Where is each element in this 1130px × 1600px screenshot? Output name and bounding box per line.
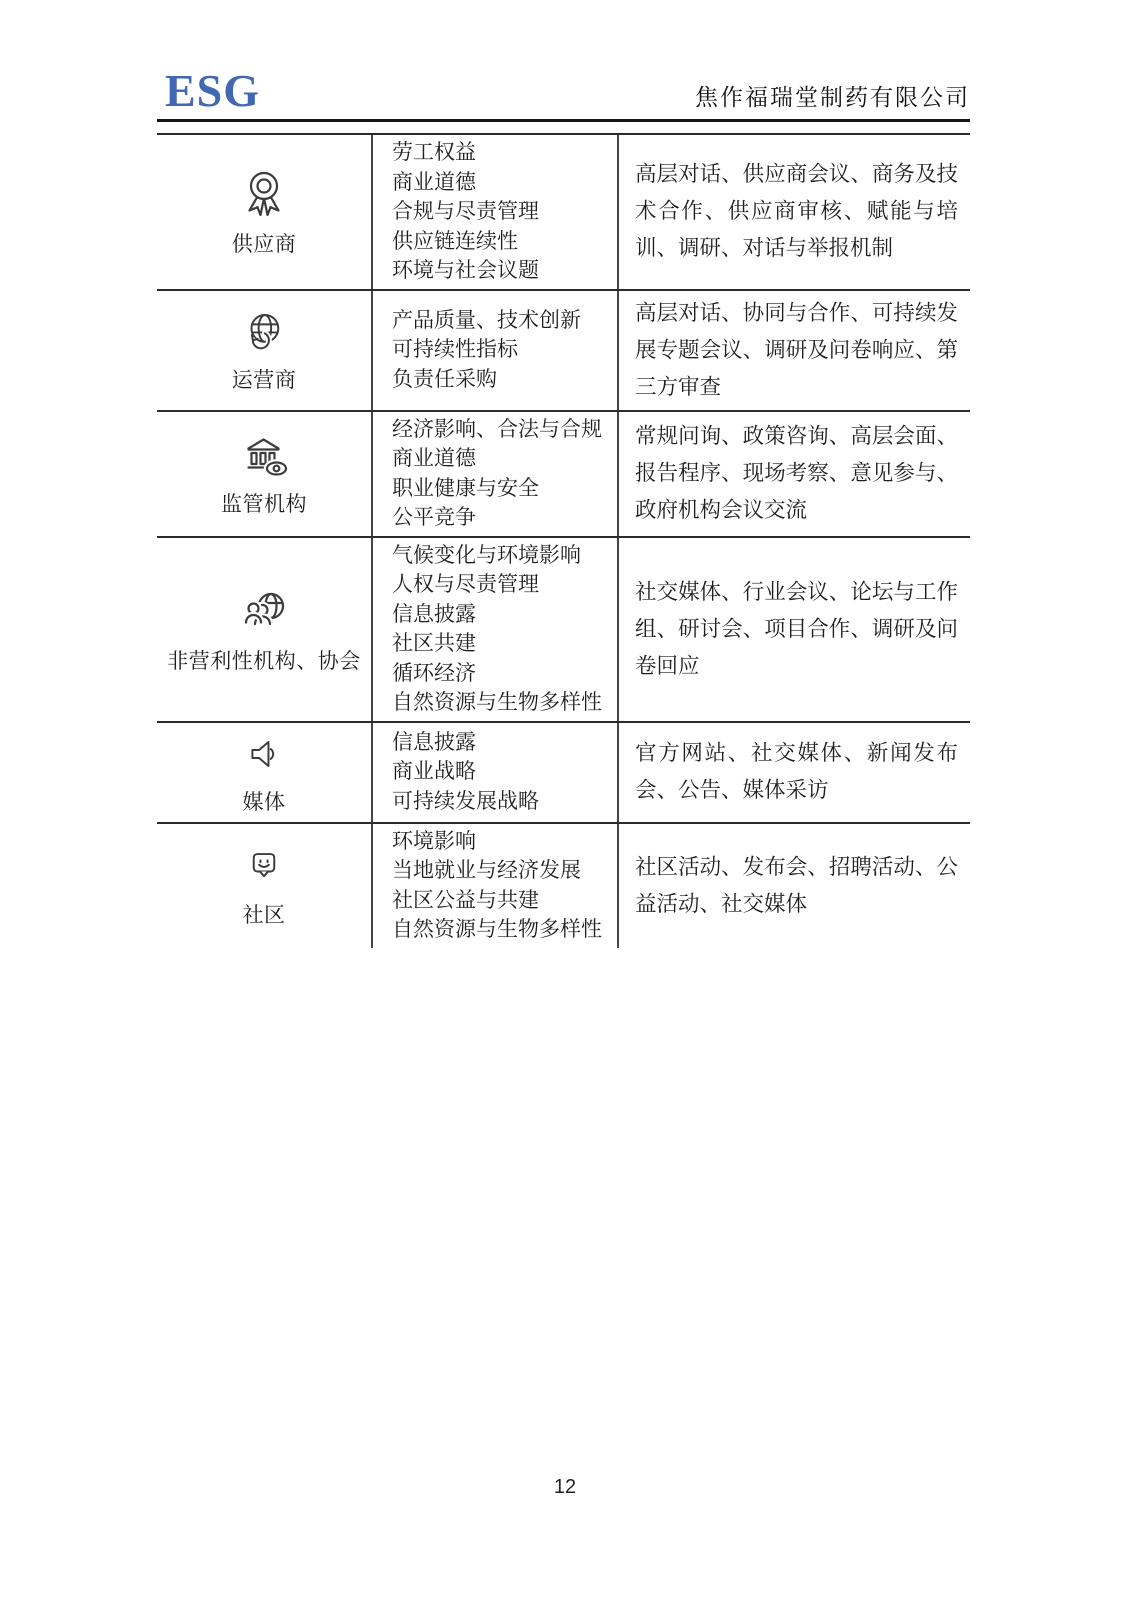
stakeholder-cell	[157, 723, 371, 822]
stakeholder-name: 非营利性机构、协会	[167, 648, 361, 673]
table-row	[157, 289, 970, 410]
concerns-cell	[371, 291, 617, 410]
concern-item: 自然资源与生物多样性	[392, 917, 602, 941]
stakeholder-name: 运营商	[231, 367, 297, 392]
concern-item: 职业健康与安全	[392, 475, 539, 500]
stakeholder-table	[157, 133, 970, 948]
communication-text: 高层对话、协同与合作、可持续发展专题会议、调研及问卷响应、第三方审查	[635, 300, 958, 399]
communication-text: 高层对话、供应商会议、商务及技术合作、供应商审核、赋能与培训、调研、对话与举报机制	[635, 162, 958, 261]
concern-item: 信息披露	[392, 601, 476, 626]
table-row	[157, 721, 970, 822]
bank-eye-icon	[236, 429, 292, 481]
stakeholder-cell	[157, 824, 371, 948]
page-content	[157, 0, 970, 948]
page-header	[157, 0, 970, 114]
concern-item: 人权与尽责管理	[392, 572, 539, 596]
concern-item: 社区公益与共建	[392, 887, 539, 912]
concern-item: 合规与尽责管理	[392, 199, 539, 223]
esg-logo: ESG	[165, 65, 261, 116]
people-globe-icon	[236, 584, 292, 638]
communication-cell	[617, 291, 970, 410]
concern-item: 公平竞争	[392, 505, 476, 529]
concerns-cell	[371, 824, 617, 948]
stakeholder-name: 供应商	[231, 232, 297, 257]
company-name: 焦作福瑞堂制药有限公司	[695, 85, 970, 111]
concerns-cell	[371, 538, 617, 721]
community-icon	[239, 842, 289, 892]
medal-icon	[236, 165, 292, 221]
communication-text: 社区活动、发布会、招聘活动、公益活动、社交媒体	[635, 854, 958, 916]
concern-item: 循环经济	[392, 660, 476, 685]
stakeholder-cell	[157, 538, 371, 721]
stakeholder-cell	[157, 412, 371, 536]
communication-text: 官方网站、社交媒体、新闻发布会、公告、媒体采访	[635, 741, 958, 802]
concern-item: 商业战略	[392, 759, 476, 784]
stakeholder-name: 监管机构	[221, 492, 307, 516]
communication-cell	[617, 135, 970, 289]
concern-item: 社区共建	[392, 631, 476, 655]
concern-item: 自然资源与生物多样性	[392, 690, 602, 714]
concerns-cell	[371, 723, 617, 822]
concern-item: 劳工权益	[392, 140, 476, 164]
header-divider	[157, 119, 970, 122]
concern-item: 经济影响、合法与合规	[392, 416, 602, 441]
concern-item: 可持续性指标	[392, 337, 518, 362]
table-row	[157, 536, 970, 721]
communication-text: 社交媒体、行业会议、论坛与工作组、研讨会、项目合作、调研及问卷回应	[635, 579, 958, 678]
concern-item: 负责任采购	[392, 366, 497, 391]
table-row	[157, 133, 970, 289]
concern-item: 可持续发展战略	[392, 788, 539, 813]
concern-item: 环境与社会议题	[392, 258, 539, 282]
table-row	[157, 410, 970, 536]
concern-item: 供应链连续性	[392, 228, 518, 253]
globe-refresh-icon	[239, 307, 289, 357]
concern-item: 环境影响	[392, 828, 476, 853]
page-number: 12	[553, 1476, 577, 1498]
table-row	[157, 822, 970, 948]
concern-item: 信息披露	[392, 729, 476, 754]
concern-item: 商业道德	[392, 169, 476, 194]
concerns-cell	[371, 135, 617, 289]
communication-cell	[617, 412, 970, 536]
concern-item: 商业道德	[392, 446, 476, 470]
concerns-cell	[371, 412, 617, 536]
concern-item: 产品质量、技术创新	[392, 307, 581, 332]
communication-cell	[617, 538, 970, 721]
stakeholder-cell	[157, 135, 371, 289]
stakeholder-name: 社区	[242, 903, 286, 927]
communication-cell	[617, 824, 970, 948]
stakeholder-name: 媒体	[242, 789, 286, 814]
stakeholder-cell	[157, 291, 371, 410]
concern-item: 当地就业与经济发展	[392, 858, 581, 882]
communication-text: 常规问询、政策咨询、高层会面、报告程序、现场考察、意见参与、政府机构会议交流	[635, 424, 958, 522]
communication-cell	[617, 723, 970, 822]
speaker-icon	[239, 729, 289, 779]
concern-item: 气候变化与环境影响	[392, 542, 581, 567]
